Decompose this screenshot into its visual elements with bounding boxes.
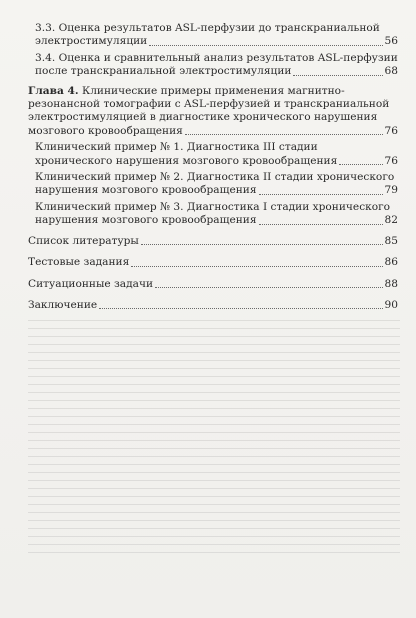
toc-entry-text: электростимуляцией в диагностике хронического нарушения [28,111,378,124]
toc-entry-3-4 [28,52,398,79]
toc-entry-text: 3.4. Оценка и сравнительный анализ результатов ASL-перфузии [35,51,398,64]
bleed-through-texture [28,320,400,560]
toc-entry-text: Клинический пример № 2. Диагностика II стадии хронического [35,171,395,184]
toc-entry-situational-tasks [28,278,398,291]
toc-entry-example-2 [28,171,398,198]
toc-entry-text: нарушения мозгового кровообращения [35,184,257,197]
toc-entry-text: Клинический пример № 1. Диагностика III стадии [35,141,318,154]
page-number: 76 [384,124,398,137]
toc-entry-conclusion [28,299,398,312]
toc-entry-text: резонансной томографии с ASL-перфузией и транскраниальной [28,98,390,111]
leader-dots [259,193,383,195]
toc-entry-text: Список литературы [28,234,139,247]
toc-entry-text: нарушения мозгового кровообращения [35,214,257,227]
table-of-contents [28,22,398,312]
toc-entry-text: Клинические примеры применения магнитно- [78,84,345,97]
page-number: 56 [384,35,398,48]
page-number: 82 [384,214,398,227]
page-number: 90 [384,298,398,311]
toc-entry-text: Клинический пример № 3. Диагностика I стадии хронического [35,200,391,213]
page-number: 79 [384,184,398,197]
leader-dots [259,223,383,225]
toc-entry-references [28,235,398,248]
toc-entry-text: после транскраниальной электростимуляции [35,65,292,78]
toc-entry-text: Тестовые задания [28,256,130,269]
toc-entry-text: хронического нарушения мозгового кровообращения [35,154,338,167]
leader-dots [155,286,383,288]
toc-entry-example-3 [28,201,398,228]
leader-dots [131,265,382,267]
leader-dots [293,74,382,76]
leader-dots [149,44,382,46]
toc-entry-text: Заключение [28,298,98,311]
toc-entry-text: Ситуационные задачи [28,277,154,290]
toc-entry-3-3 [28,22,398,49]
toc-entry-tests [28,256,398,269]
page-number: 85 [384,234,398,247]
toc-entry-example-1 [28,141,398,168]
page-number: 86 [384,256,398,269]
leader-dots [339,163,382,165]
toc-entry-text: мозгового кровообращения [28,124,183,137]
leader-dots [141,243,383,245]
toc-entry-text: электростимуляции [35,35,148,48]
page-number: 88 [384,277,398,290]
toc-entry-chapter-4 [28,85,398,139]
chapter-label: Глава 4. [28,84,79,97]
leader-dots [185,133,383,135]
page-number: 76 [384,154,398,167]
toc-entry-text: 3.3. Оценка результатов ASL-перфузии до транскраниальной [35,22,380,34]
page-number: 68 [384,65,398,78]
leader-dots [99,307,382,309]
